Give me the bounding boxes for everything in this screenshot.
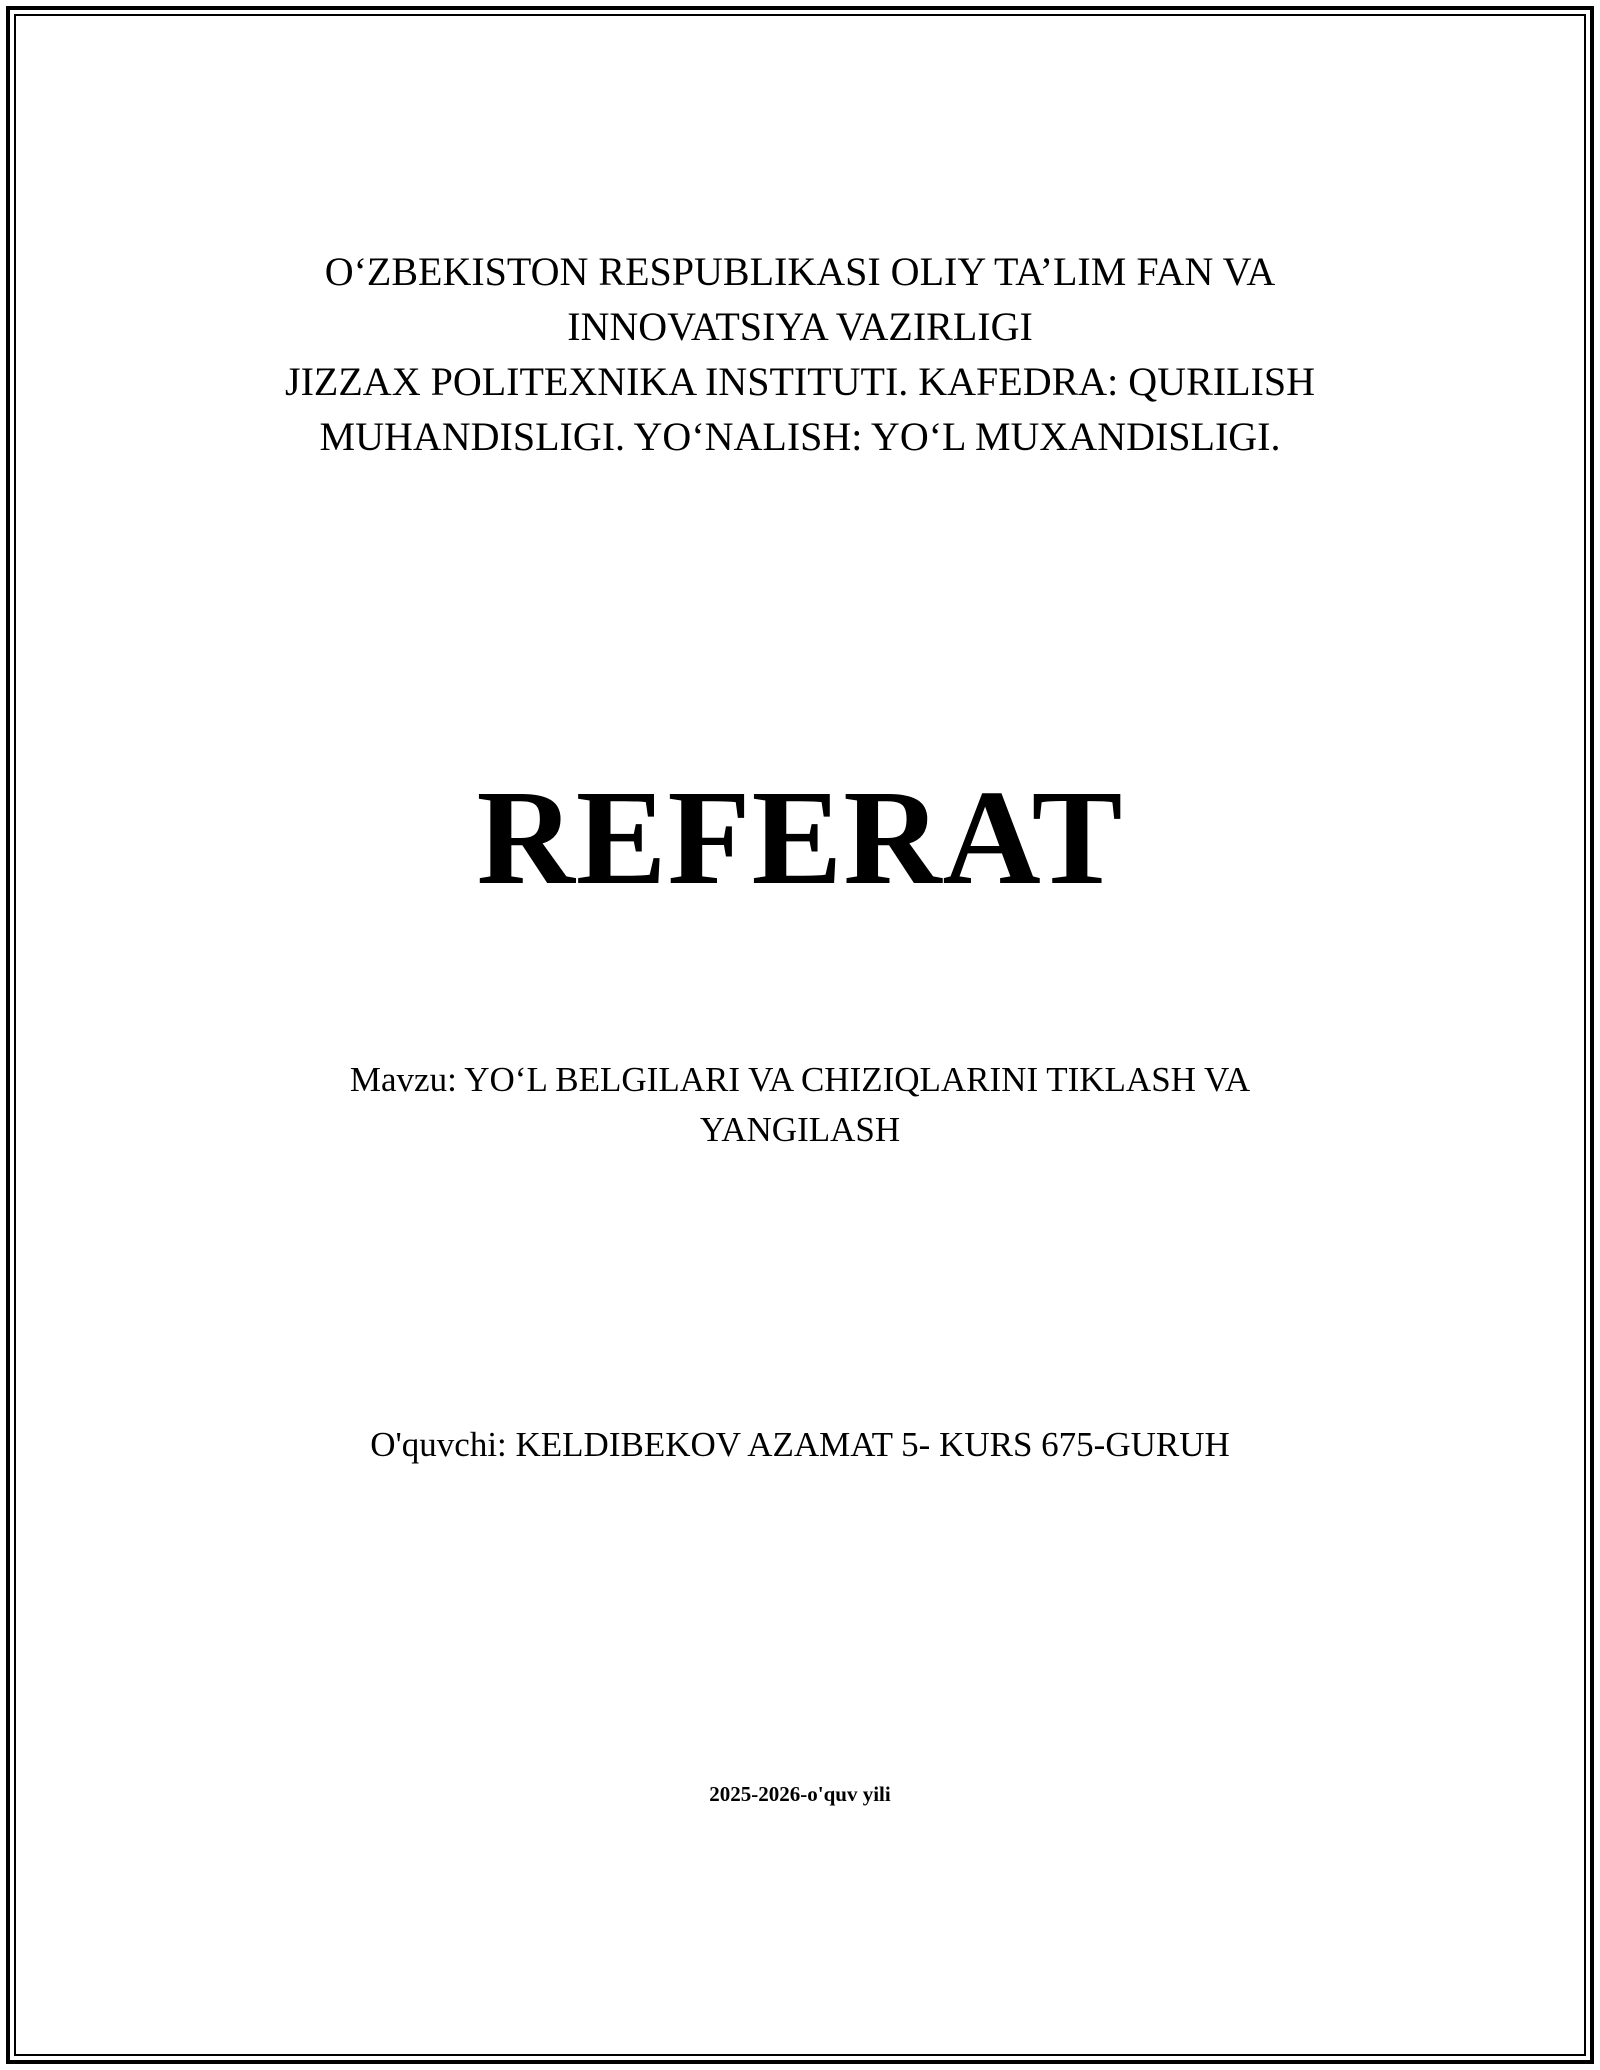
student-info: O'quvchi: KELDIBEKOV AZAMAT 5- KURS 675-GURUH: [370, 1425, 1230, 1464]
ministry-header: [0, 244, 1600, 464]
header-line-4: MUHANDISLIGI. YO‘NALISH: YO‘L MUXANDISLIGI.: [319, 414, 1281, 459]
topic-line-1: Mavzu: YO‘L BELGILARI VA CHIZIQLARINI TIKLASH VA: [349, 1060, 1251, 1099]
header-line-1: O‘ZBEKISTON RESPUBLIKASI OLIY TA’LIM FAN VA: [324, 249, 1276, 294]
header-line-3: JIZZAX POLITEXNIKA INSTITUTI. KAFEDRA: QURILISH: [285, 359, 1315, 404]
academic-year: 2025-2026-o'quv yili: [709, 1782, 891, 1806]
topic: [0, 1055, 1600, 1155]
document-title: REFERAT: [476, 763, 1124, 913]
topic-line-2: YANGILASH: [699, 1110, 901, 1149]
header-line-2: INNOVATSIYA VAZIRLIGI: [567, 304, 1033, 349]
